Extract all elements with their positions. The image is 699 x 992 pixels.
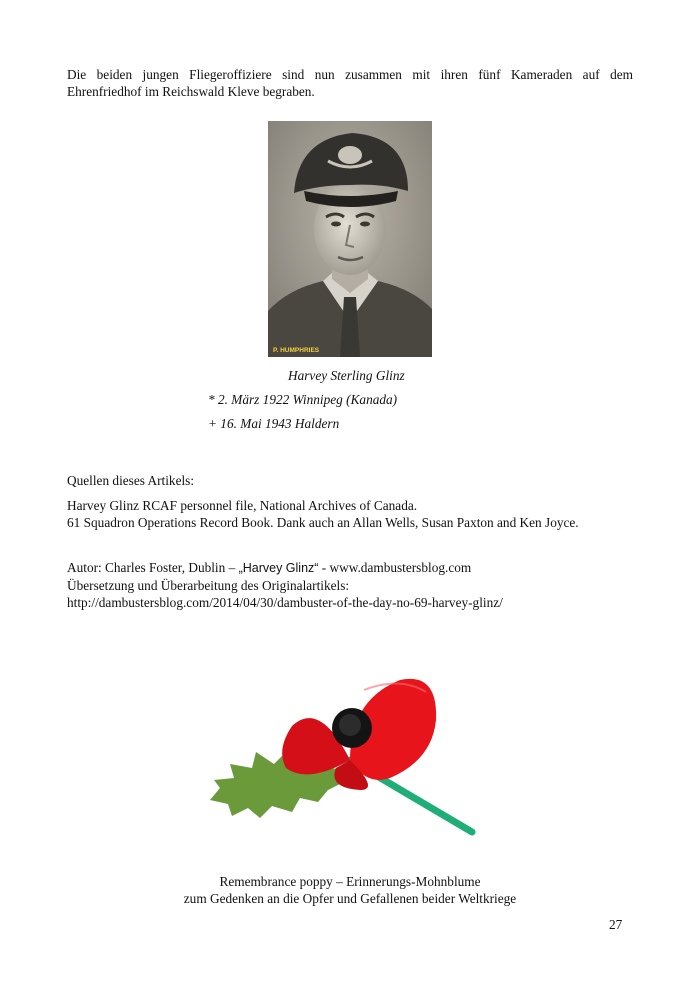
- source-url: http://dambustersblog.com/2014/04/30/dambuster-of-the-day-no-69-harvey-glinz/: [67, 595, 503, 610]
- poppy-caption: [100, 873, 600, 907]
- caption-died: + 16. Mai 1943 Haldern: [208, 416, 340, 431]
- sources-heading: Quellen dieses Artikels:: [67, 473, 195, 488]
- poppy-image: [200, 660, 485, 845]
- poppy-caption-line-2: zum Gedenken an die Opfer und Gefallenen beider Weltkriege: [183, 891, 517, 906]
- page-number: 27: [609, 917, 623, 932]
- article-title: „Harvey Glinz“: [238, 561, 319, 575]
- poppy-caption-line-1: Remembrance poppy – Erinnerungs-Mohnblume: [219, 874, 481, 889]
- intro-line-2: Ehrenfriedhof im Reichswald Kleve begraben.: [67, 84, 315, 99]
- caption-name: Harvey Sterling Glinz: [288, 368, 405, 383]
- source-line-1: Harvey Glinz RCAF personnel file, National Archives of Canada.: [67, 498, 418, 513]
- caption-born: * 2. März 1922 Winnipeg (Kanada): [208, 392, 398, 407]
- author-line-2: Übersetzung und Überarbeitung des Originalartikels:: [67, 578, 350, 593]
- intro-line-1: Die beiden jungen Fliegeroffiziere sind nun zusammen mit ihren fünf Kameraden auf dem: [67, 67, 633, 82]
- photo-credit: P. HUMPHRIES: [273, 347, 320, 354]
- source-line-2: 61 Squadron Operations Record Book. Dank auch an Allan Wells, Susan Paxton and Ken Joyce.: [67, 515, 579, 530]
- portrait-photo: [268, 121, 432, 357]
- author-block: [67, 559, 503, 611]
- author-prefix: Autor: Charles Foster, Dublin –: [67, 560, 239, 575]
- intro-paragraph: [67, 66, 633, 100]
- author-line-1: [67, 559, 503, 577]
- sources-list: [67, 497, 579, 531]
- author-suffix: - www.dambustersblog.com: [318, 560, 472, 575]
